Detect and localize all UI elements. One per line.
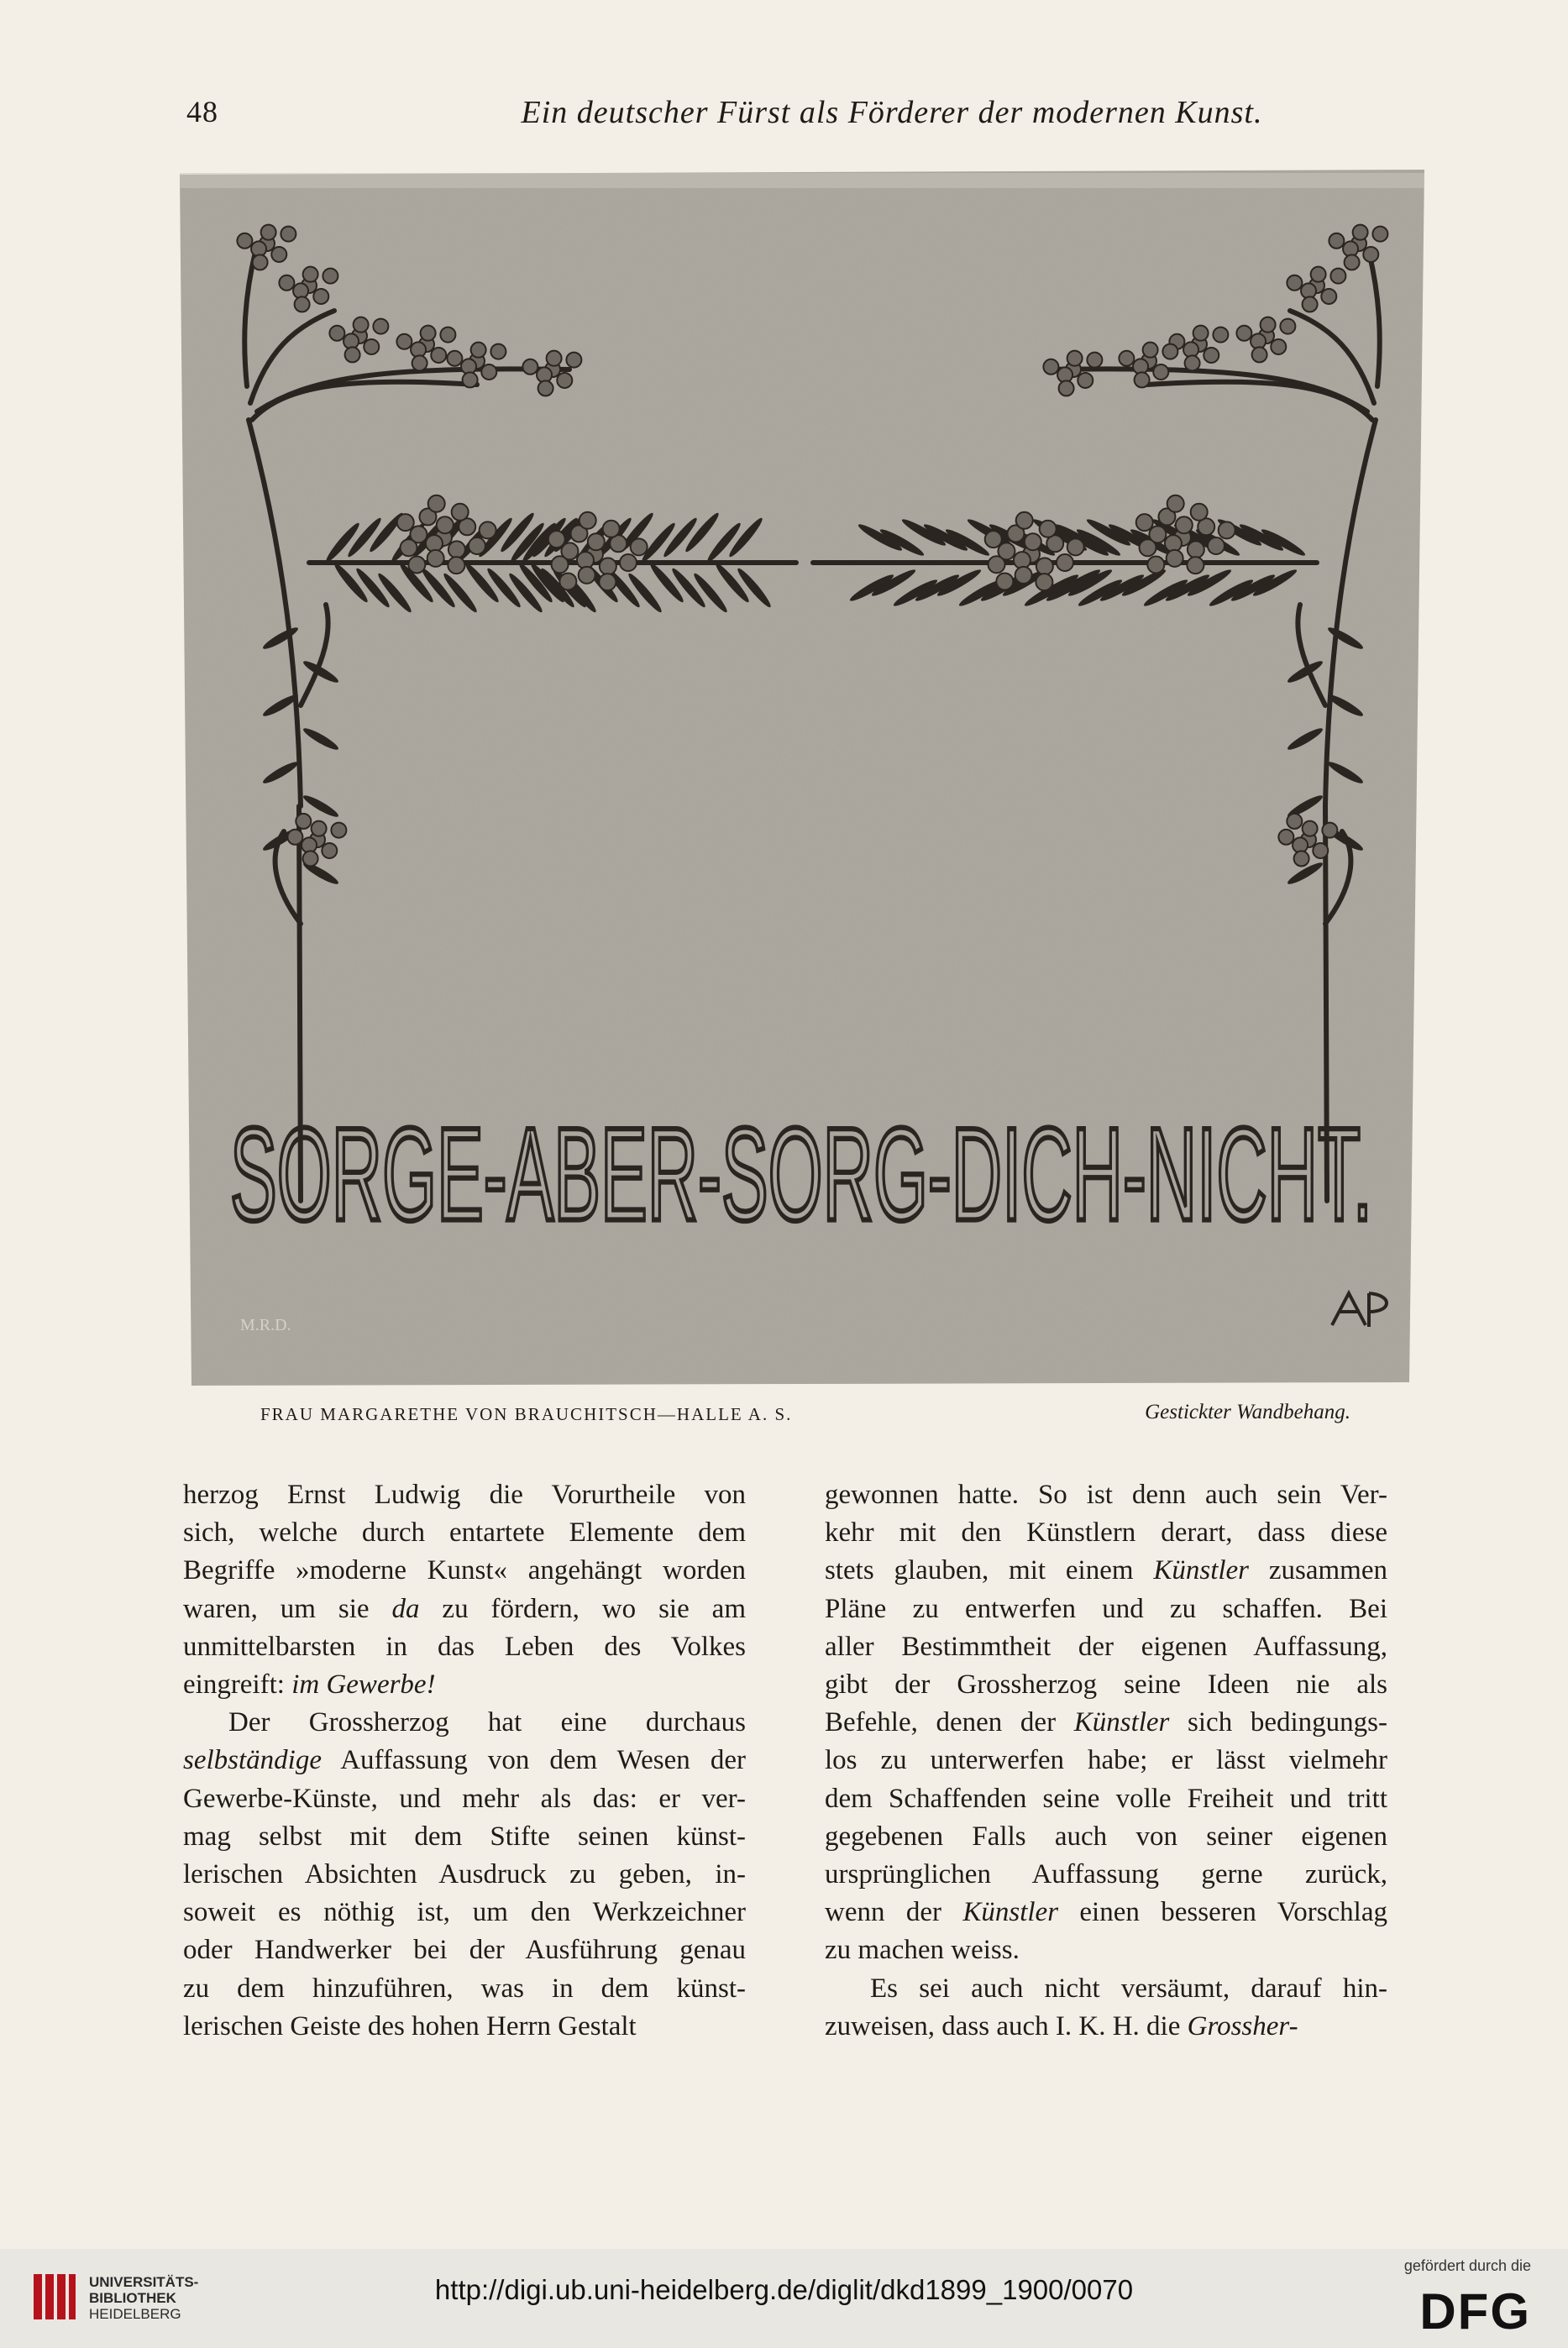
berry: [599, 574, 616, 590]
caption-artist: FRAU MARGARETHE VON BRAUCHITSCH—HALLE A. S.: [260, 1404, 793, 1424]
berry: [312, 821, 327, 836]
text-line: lerischen Absichten Ausdruck zu geben, in-: [183, 1859, 746, 1890]
berry: [1016, 512, 1033, 529]
text-line: ursprünglichen Auffassung gerne zurück,: [825, 1859, 1387, 1890]
berry: [1087, 353, 1102, 368]
text-line: Pläne zu entwerfen und zu schaffen. Bei: [825, 1593, 1387, 1624]
text-line: mag selbst mit dem Stifte seinen künst-: [183, 1821, 746, 1852]
berry: [1363, 247, 1378, 262]
berry: [1213, 328, 1228, 343]
text-line: gegebenen Falls auch von seiner eigenen: [825, 1821, 1387, 1852]
wall-hanging-plate: [175, 168, 1428, 1387]
berry: [1311, 267, 1326, 282]
berry: [1167, 495, 1184, 512]
berry: [1167, 550, 1183, 567]
berry: [1271, 339, 1286, 354]
digitization-footer: [0, 2249, 1568, 2348]
berry: [448, 557, 464, 574]
berry: [1135, 372, 1150, 387]
text-line: dem Schaffenden seine volle Freiheit und tritt: [825, 1783, 1387, 1814]
berry: [620, 554, 637, 571]
text-line: gewonnen hatte. So ist denn auch sein Ver-: [825, 1480, 1387, 1510]
text-column-right: [825, 1476, 1387, 2046]
berry: [437, 516, 454, 533]
berry: [401, 539, 417, 556]
berry: [279, 275, 294, 291]
berry: [522, 359, 538, 375]
berry: [1185, 355, 1200, 370]
berry: [323, 269, 338, 284]
running-title: Ein deutscher Fürst als Förderer der modernen Kunst.: [521, 95, 1263, 130]
berry: [303, 267, 318, 282]
text-line: Befehle, denen der Künstler sich bedingungs-: [825, 1707, 1387, 1738]
berry: [985, 531, 1002, 548]
berry: [421, 326, 436, 341]
berry: [1287, 814, 1302, 829]
berry: [1067, 538, 1084, 555]
berry: [552, 556, 569, 573]
text-line: waren, um sie da zu fördern, wo sie am: [183, 1593, 746, 1624]
berry: [397, 514, 414, 531]
berry: [281, 227, 296, 242]
running-header: [186, 94, 1396, 136]
text-line: oder Handwerker bei der Ausführung genau: [183, 1935, 746, 1966]
berry: [1303, 821, 1318, 836]
berry: [287, 830, 302, 845]
berry: [481, 364, 496, 380]
text-line: eingreift: im Gewerbe!: [183, 1669, 436, 1701]
berry: [469, 537, 485, 554]
berry: [1057, 554, 1073, 571]
berry: [490, 344, 506, 359]
text-line: Es sei auch nicht versäumt, darauf hin-: [870, 1973, 1387, 2004]
text-line: los zu unterwerfen habe; er lässt vielmehr: [825, 1745, 1387, 1776]
text-line: soweit es nöthig ist, um den Werkzeichner: [183, 1897, 746, 1928]
berry: [1025, 533, 1041, 550]
berry: [1321, 289, 1336, 304]
berry: [412, 355, 427, 370]
text-line: Der Grossherzog hat eine durchaus: [228, 1707, 746, 1738]
berry: [313, 289, 328, 304]
berry: [373, 319, 388, 334]
berry: [261, 225, 276, 240]
berry: [1236, 326, 1251, 341]
berry: [631, 538, 648, 555]
berry: [1294, 851, 1309, 866]
berry: [1040, 521, 1057, 537]
berry: [431, 348, 446, 363]
berry: [600, 558, 616, 574]
berry: [1078, 373, 1093, 388]
text-line: Gewerbe-Künste, und mehr als das: er ver-: [183, 1783, 746, 1814]
text-line: aller Bestimmtheit der eigenen Auffassung,: [825, 1631, 1387, 1662]
berry: [1287, 275, 1302, 291]
berry: [1219, 521, 1235, 538]
berry: [1313, 843, 1328, 858]
berry: [364, 339, 379, 354]
berry: [1067, 351, 1083, 366]
berry: [463, 372, 478, 387]
paragraph: [183, 1476, 746, 1704]
berry: [303, 851, 318, 866]
berry: [559, 573, 576, 590]
berry: [1329, 233, 1344, 249]
page-number: 48: [186, 95, 218, 128]
berry: [566, 353, 581, 368]
berry: [1143, 343, 1158, 358]
berry: [322, 843, 337, 858]
berry: [329, 326, 344, 341]
berry: [1261, 317, 1276, 333]
berry: [1147, 556, 1164, 573]
library-name-line-2: BIBLIOTHEK: [89, 2290, 176, 2306]
berry: [253, 254, 268, 270]
text-line: wenn der Künstler einen besseren Vorschlag: [825, 1897, 1387, 1928]
text-line: stets glauben, mit einem Künstler zusammen: [825, 1555, 1387, 1586]
berry: [396, 334, 412, 349]
berry: [1140, 539, 1156, 556]
dfg-logo: DFG: [1419, 2283, 1531, 2340]
berry: [996, 573, 1013, 590]
berry: [452, 504, 469, 521]
berry: [603, 521, 620, 537]
corner-mark-left: M.R.D.: [240, 1316, 291, 1334]
text-line: lerischen Geiste des hohen Herrn Gestalt: [183, 2010, 637, 2041]
berry: [1252, 347, 1267, 362]
berry: [471, 343, 486, 358]
berry: [296, 814, 311, 829]
text-line: Begriffe »moderne Kunst« angehängt worden: [183, 1555, 746, 1586]
paragraph: [825, 1476, 1387, 1970]
paragraph: [183, 1704, 746, 2046]
text-line: kehr mit den Künstlern derart, dass diese: [825, 1517, 1387, 1549]
berry: [1191, 504, 1208, 521]
berry: [427, 550, 444, 567]
berry: [548, 531, 565, 548]
berry: [989, 556, 1005, 573]
berry: [1043, 359, 1058, 375]
text-column-left: [183, 1476, 746, 2046]
berry: [345, 347, 360, 362]
berry: [295, 296, 310, 312]
berry: [408, 556, 425, 573]
text-line: herzog Ernst Ludwig die Vorurtheile von: [183, 1480, 746, 1510]
berry: [1015, 567, 1032, 584]
berry: [588, 533, 605, 550]
berry: [557, 373, 572, 388]
berry: [1136, 514, 1153, 531]
caption-description: Gestickter Wandbehang.: [1145, 1401, 1350, 1423]
berry: [447, 351, 462, 366]
berry: [1322, 823, 1337, 838]
berry: [538, 380, 553, 396]
text-line: sich, welche durch entartete Elemente dem: [183, 1517, 746, 1549]
berry: [547, 351, 562, 366]
berry: [1036, 574, 1052, 590]
berry: [440, 328, 455, 343]
embroidered-motto: SORGE-ABER-SORG-DICH-NICHT.: [230, 1101, 1372, 1249]
text-line: unmittelbarsten in das Leben des Volkes: [183, 1631, 746, 1662]
berry: [354, 317, 369, 333]
berry: [1153, 364, 1168, 380]
berry: [1280, 319, 1295, 334]
berry: [1353, 225, 1368, 240]
berry: [331, 823, 346, 838]
paragraph: [825, 1970, 1387, 2046]
text-line: gibt der Grossherzog seine Ideen nie als: [825, 1669, 1387, 1701]
berry: [428, 495, 445, 512]
berry: [448, 541, 465, 558]
berry: [1036, 558, 1053, 574]
berry: [1372, 227, 1387, 242]
berry: [1330, 269, 1345, 284]
berry: [1303, 296, 1318, 312]
berry: [1204, 348, 1219, 363]
berry: [1176, 516, 1193, 533]
text-line: zuweisen, dass auch I. K. H. die Grossher-: [825, 2010, 1298, 2041]
berry: [1119, 351, 1134, 366]
text-line: zu dem hinzuführen, was in dem künst-: [183, 1973, 746, 2004]
berry: [1059, 380, 1074, 396]
berry: [237, 233, 252, 249]
berry: [579, 567, 595, 584]
library-name-line-1: UNIVERSITÄTS-: [89, 2274, 199, 2290]
library-name-line-3: HEIDELBERG: [89, 2306, 181, 2322]
berry: [1188, 541, 1204, 558]
berry: [1193, 326, 1209, 341]
berry: [1278, 830, 1293, 845]
berry: [1162, 344, 1177, 359]
berry: [271, 247, 286, 262]
text-line: zu machen weiss.: [825, 1935, 1020, 1966]
source-url-link[interactable]: http://digi.ub.uni-heidelberg.de/diglit/dkd1899_1900/0070: [434, 2274, 1134, 2305]
berry: [579, 512, 596, 529]
plate-caption: [260, 1399, 1386, 1433]
text-line: selbständige Auffassung von dem Wesen der: [183, 1745, 746, 1776]
funding-note: gefördert durch die: [1403, 2257, 1531, 2274]
wall-hanging-illustration: [175, 168, 1428, 1387]
berry: [1187, 557, 1204, 574]
berry: [480, 521, 496, 538]
berry: [1345, 254, 1360, 270]
berry: [1208, 537, 1225, 554]
